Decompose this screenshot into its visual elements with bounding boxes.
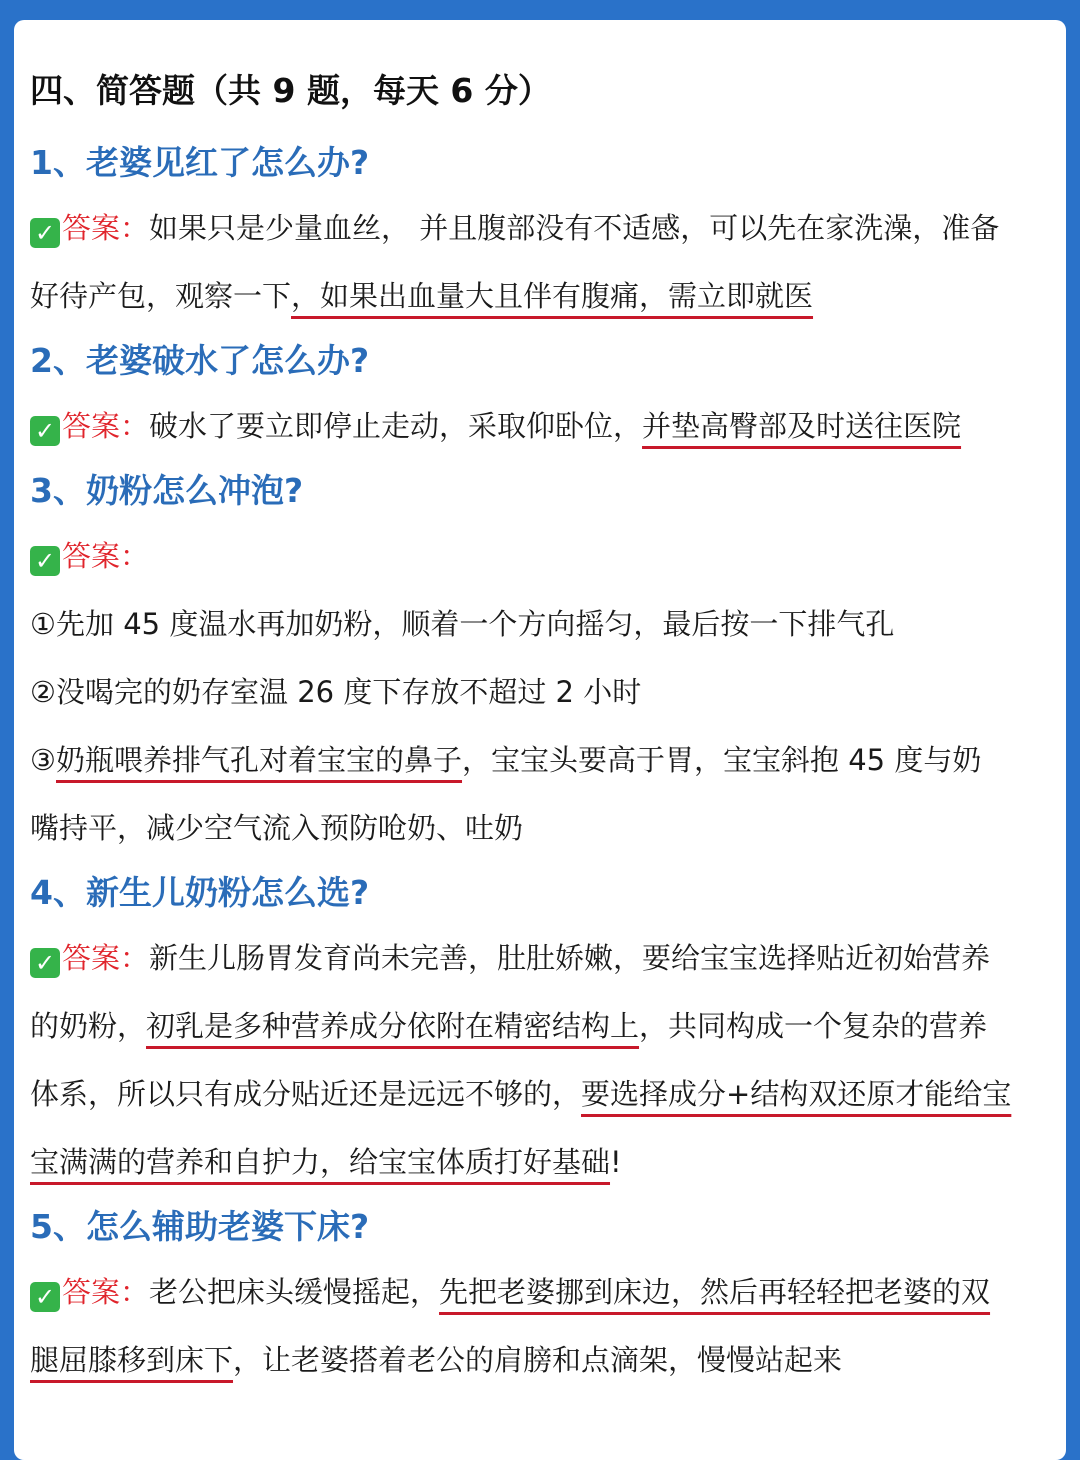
answer-4-line-3 [30,1060,1060,1128]
content-card [14,20,1066,1460]
answer-label: 答案： [62,1275,150,1309]
answer-3-point-3 [30,726,1060,794]
answer-1-line-1 [30,194,1060,262]
answer-text: ，宝宝头要高于胃，宝宝斜抱 45 度与奶 [462,743,982,777]
answer-label: 答案： [62,539,150,573]
answer-1-line-2 [30,262,1060,330]
answer-5-line-1 [30,1258,1060,1326]
question-1-title: 1、老婆见红了怎么办? [30,143,370,182]
check-icon: ✓ [30,218,60,248]
answer-4-line-4 [30,1128,1060,1196]
section-title: 四、简答题（共 9 题，每天 6 分） [30,71,551,110]
answer-5-line-2 [30,1326,1060,1394]
underlined-text: 要选择成分+结构双还原才能给宝 [581,1077,1012,1111]
answer-text: 新生儿肠胃发育尚未完善，肚肚娇嫩，要给宝宝选择贴近初始营养 [149,941,991,975]
check-icon: ✓ [30,1282,60,1312]
answer-3-point-2: ②没喝完的奶存室温 26 度下存放不超过 2 小时 [30,675,642,709]
check-icon: ✓ [30,416,60,446]
answer-2-line-1 [30,392,1060,460]
underlined-text: 奶瓶喂养排气孔对着宝宝的鼻子 [56,743,463,777]
question-3-title: 3、奶粉怎么冲泡? [30,471,304,510]
underlined-text: 腿屈膝移到床下 [30,1343,234,1377]
answer-text: 破水了要立即停止走动，采取仰卧位， [149,409,643,443]
answer-text: ③ [30,743,56,777]
answer-text: 好待产包，观察一下 [30,279,292,313]
answer-text: 老公把床头缓慢摇起， [149,1275,440,1309]
answer-3-label-line [30,522,1060,590]
answer-label: 答案： [62,941,150,975]
answer-text: 的奶粉， [30,1009,147,1043]
answer-4-line-2 [30,992,1060,1060]
check-icon: ✓ [30,948,60,978]
answer-text: ，让老婆搭着老公的肩膀和点滴架，慢慢站起来 [233,1343,843,1377]
underlined-text: ，如果出血量大且伴有腹痛，需立即就医 [291,279,814,313]
answer-text: 体系，所以只有成分贴近还是远远不够的， [30,1077,582,1111]
answer-text: 如果只是少量血丝， 并且腹部没有不适感，可以先在家洗澡，准备 [149,211,1000,245]
answer-4-line-1 [30,924,1060,992]
question-2-title: 2、老婆破水了怎么办? [30,341,370,380]
underlined-text: 并垫高臀部及时送往医院 [642,409,962,443]
qa-content [30,64,1060,1394]
answer-text: ! [610,1145,622,1179]
underlined-text: 宝满满的营养和自护力，给宝宝体质打好基础 [30,1145,611,1179]
underlined-text: 先把老婆挪到床边，然后再轻轻把老婆的双 [439,1275,991,1309]
check-icon: ✓ [30,546,60,576]
answer-label: 答案： [62,211,150,245]
question-5-title: 5、怎么辅助老婆下床? [30,1207,370,1246]
answer-3-point-1: ①先加 45 度温水再加奶粉，顺着一个方向摇匀，最后按一下排气孔 [30,607,895,641]
answer-text: ，共同构成一个复杂的营养 [639,1009,988,1043]
answer-3-point-3-cont: 嘴持平，减少空气流入预防呛奶、吐奶 [30,811,524,845]
question-4-title: 4、新生儿奶粉怎么选? [30,873,370,912]
answer-label: 答案： [62,409,150,443]
underlined-text: 初乳是多种营养成分依附在精密结构上 [146,1009,640,1043]
